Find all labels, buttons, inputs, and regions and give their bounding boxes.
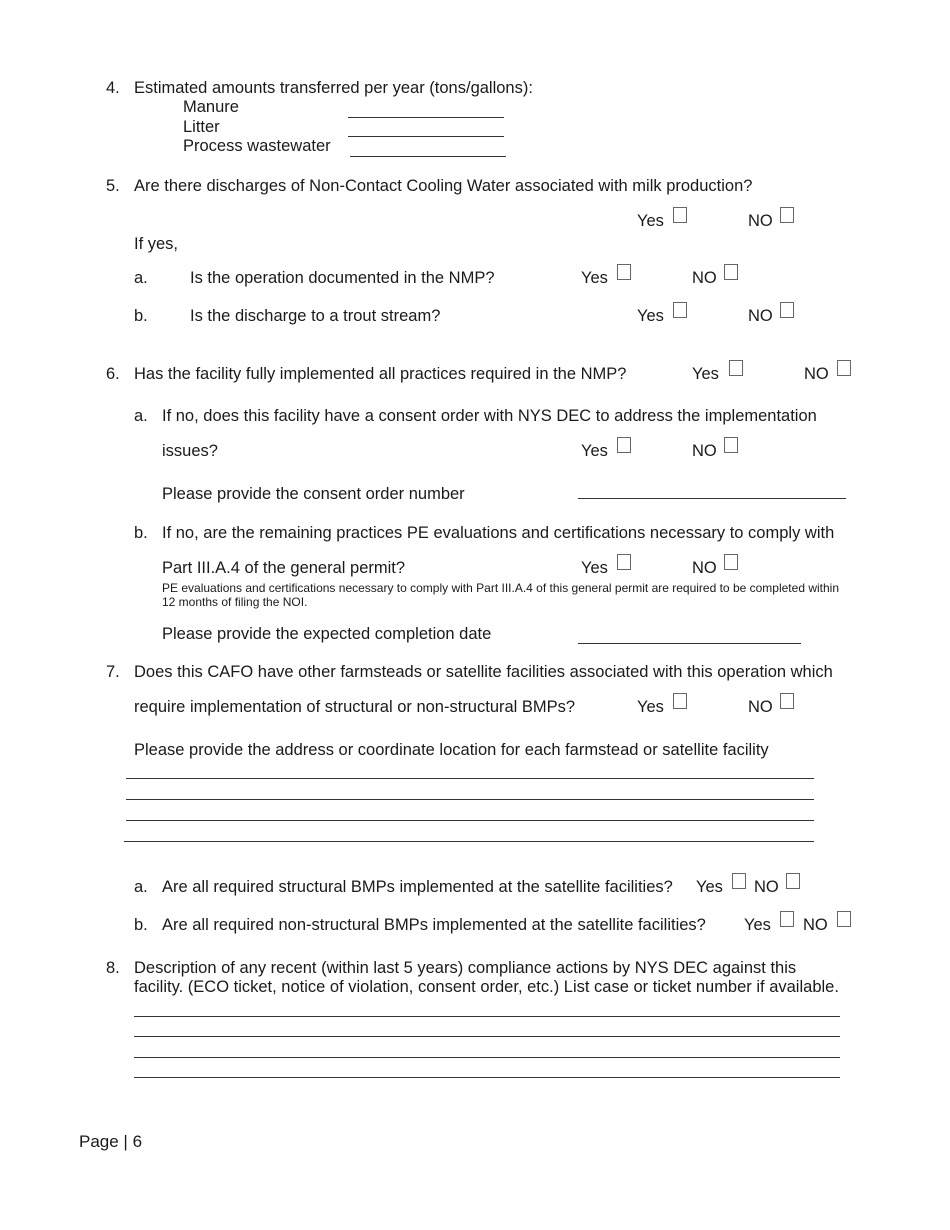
q7a-no-checkbox[interactable]	[786, 873, 800, 889]
q4-litter-field[interactable]	[348, 136, 504, 137]
q5b-label: b.	[134, 307, 148, 325]
q5-yes-label: Yes	[637, 212, 664, 230]
q6a-yes-checkbox[interactable]	[617, 437, 631, 453]
q7a-yes-checkbox[interactable]	[732, 873, 746, 889]
q7-address-line-2[interactable]	[126, 799, 814, 800]
q6a-line2: issues?	[162, 442, 218, 460]
q5b-yes-label: Yes	[637, 307, 664, 325]
q6a-label: a.	[134, 407, 148, 425]
q6-no-checkbox[interactable]	[837, 360, 851, 376]
q5a-no-label: NO	[692, 269, 717, 287]
q6b-yes-checkbox[interactable]	[617, 554, 631, 570]
q7a-text: Are all required structural BMPs implemented at the satellite facilities?	[162, 878, 673, 896]
q8-line2: facility. (ECO ticket, notice of violation, consent order, etc.) List case or ticket number if available.	[134, 978, 839, 996]
q6a-no-checkbox[interactable]	[724, 437, 738, 453]
q7-line1: Does this CAFO have other farmsteads or satellite facilities associated with this operation which	[134, 663, 833, 681]
q4-manure-field[interactable]	[348, 117, 504, 118]
q7b-label: b.	[134, 916, 148, 934]
q6-text: Has the facility fully implemented all practices required in the NMP?	[134, 365, 627, 383]
q7-address-line-3[interactable]	[126, 820, 814, 821]
q6b-no-checkbox[interactable]	[724, 554, 738, 570]
q6a-consent-label: Please provide the consent order number	[162, 485, 465, 503]
q7b-no-label: NO	[803, 916, 828, 934]
q5a-text: Is the operation documented in the NMP?	[190, 269, 495, 287]
q6b-note-line1: PE evaluations and certifications necessary to comply with Part III.A.4 of this general permit are required to be completed within	[162, 581, 840, 595]
q6a-line1: If no, does this facility have a consent order with NYS DEC to address the implementation	[162, 407, 817, 425]
q6a-yes-label: Yes	[581, 442, 608, 460]
q5-text: Are there discharges of Non-Contact Cooling Water associated with milk production?	[134, 177, 753, 195]
q7-no-checkbox[interactable]	[780, 693, 794, 709]
q7-address-label: Please provide the address or coordinate location for each farmstead or satellite facility	[134, 741, 769, 759]
q7-number: 7.	[106, 663, 120, 681]
q7-address-line-1[interactable]	[126, 778, 814, 779]
q8-answer-line-1[interactable]	[134, 1016, 840, 1017]
q7b-text: Are all required non-structural BMPs implemented at the satellite facilities?	[162, 916, 706, 934]
q6b-line2: Part III.A.4 of the general permit?	[162, 559, 406, 577]
q8-answer-line-2[interactable]	[134, 1036, 840, 1037]
q7b-yes-checkbox[interactable]	[780, 911, 794, 927]
q6b-note-line2: 12 months of filing the NOI.	[162, 595, 308, 609]
q6a-no-label: NO	[692, 442, 717, 460]
q4-text: Estimated amounts transferred per year (tons/gallons):	[134, 79, 533, 97]
q6b-yes-label: Yes	[581, 559, 608, 577]
q6-yes-checkbox[interactable]	[729, 360, 743, 376]
q7-yes-label: Yes	[637, 698, 664, 716]
q7a-label: a.	[134, 878, 148, 896]
q5a-no-checkbox[interactable]	[724, 264, 738, 280]
q5a-yes-checkbox[interactable]	[617, 264, 631, 280]
q5b-yes-checkbox[interactable]	[673, 302, 687, 318]
q7-yes-checkbox[interactable]	[673, 693, 687, 709]
q4-number: 4.	[106, 79, 120, 97]
q5b-no-label: NO	[748, 307, 773, 325]
q7-line2: require implementation of structural or non-structural BMPs?	[134, 698, 576, 716]
q7b-yes-label: Yes	[744, 916, 771, 934]
q4-item-wastewater: Process wastewater	[183, 137, 331, 155]
q7-no-label: NO	[748, 698, 773, 716]
q5a-label: a.	[134, 269, 148, 287]
q6b-date-label: Please provide the expected completion date	[162, 625, 492, 643]
q7a-yes-label: Yes	[696, 878, 723, 896]
q6b-label: b.	[134, 524, 148, 542]
q4-wastewater-field[interactable]	[350, 156, 506, 157]
q7a-no-label: NO	[754, 878, 779, 896]
q5a-yes-label: Yes	[581, 269, 608, 287]
q6a-consent-order-field[interactable]	[578, 498, 846, 499]
q5b-text: Is the discharge to a trout stream?	[190, 307, 441, 325]
q6b-completion-date-field[interactable]	[578, 643, 801, 644]
q8-answer-line-4[interactable]	[134, 1077, 840, 1078]
q4-item-litter: Litter	[183, 118, 220, 136]
q5-if-yes: If yes,	[134, 235, 179, 253]
q8-line1: Description of any recent (within last 5 years) compliance actions by NYS DEC against this	[134, 959, 797, 977]
q5-yes-checkbox[interactable]	[673, 207, 687, 223]
q4-item-manure: Manure	[183, 98, 239, 116]
q6b-line1: If no, are the remaining practices PE evaluations and certifications necessary to comply with	[162, 524, 835, 542]
q5-number: 5.	[106, 177, 120, 195]
q5-no-label: NO	[748, 212, 773, 230]
q5-no-checkbox[interactable]	[780, 207, 794, 223]
q6-no-label: NO	[804, 365, 829, 383]
q6-yes-label: Yes	[692, 365, 719, 383]
page-number: Page | 6	[79, 1132, 143, 1151]
q7b-no-checkbox[interactable]	[837, 911, 851, 927]
q7-address-line-4[interactable]	[124, 841, 814, 842]
q6-number: 6.	[106, 365, 120, 383]
q5b-no-checkbox[interactable]	[780, 302, 794, 318]
q8-number: 8.	[106, 959, 120, 977]
q6b-no-label: NO	[692, 559, 717, 577]
q8-answer-line-3[interactable]	[134, 1057, 840, 1058]
